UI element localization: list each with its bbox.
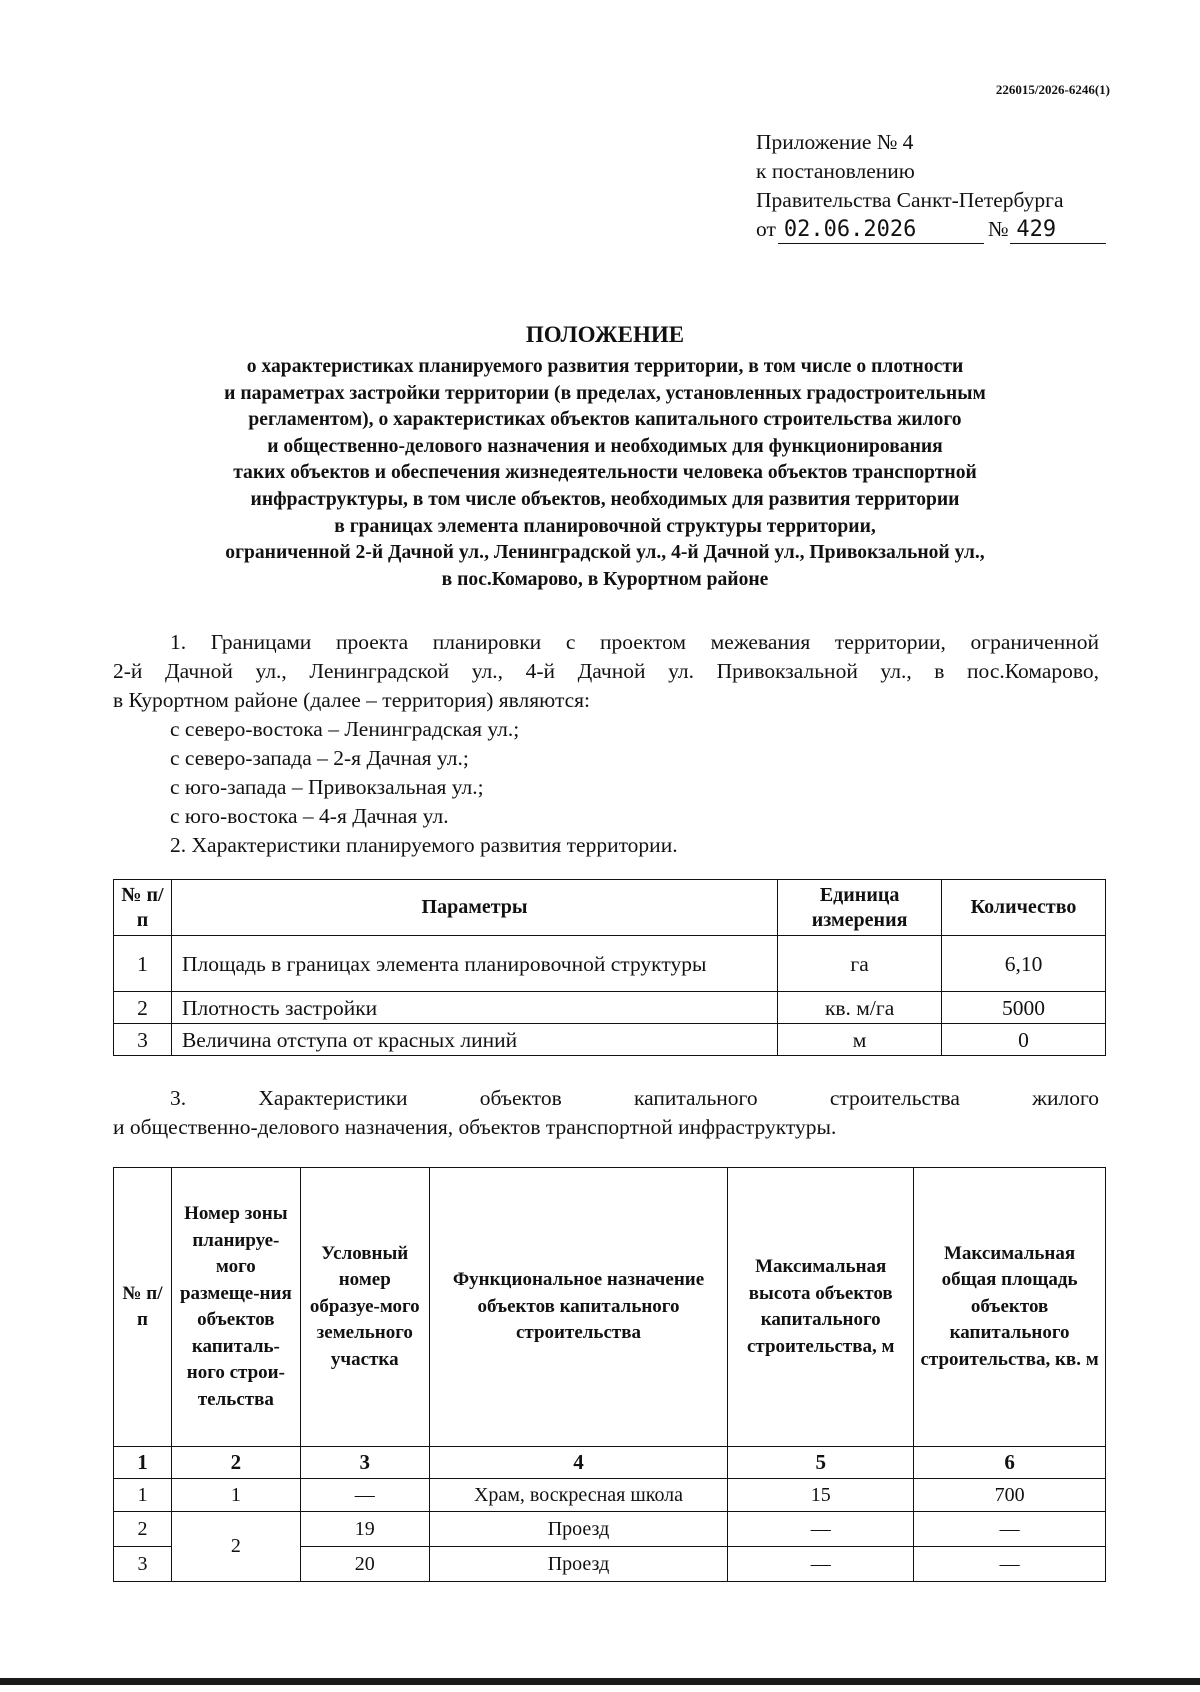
header-cell: Количество: [942, 880, 1106, 936]
table-cell: —: [728, 1547, 914, 1582]
table-cell: 1: [114, 1479, 172, 1512]
table-row: [114, 936, 1106, 992]
table-cell: —: [300, 1479, 429, 1512]
header-cell: Условный номер образуе-мого земельного участка: [300, 1168, 429, 1447]
table-row: [114, 1479, 1106, 1512]
document-id: 226015/2026-6246(1): [995, 82, 1110, 97]
table-cell: 1: [171, 1479, 300, 1512]
column-number: 4: [429, 1447, 728, 1479]
table-cell: 6,10: [942, 936, 1106, 992]
appendix-line-1: Приложение № 4: [756, 130, 914, 154]
table-cell: —: [728, 1512, 914, 1547]
number-label: №: [987, 217, 1009, 241]
boundary-item: с юго-запада – Привокзальная ул.;: [170, 775, 484, 799]
boundary-item: с северо-запада – 2-я Дачная ул.;: [170, 746, 469, 770]
table-cell: м: [778, 1024, 942, 1056]
appendix-block: [756, 128, 1106, 244]
table-row: [114, 992, 1106, 1024]
column-number: 5: [728, 1447, 914, 1479]
column-numbers-row: [114, 1447, 1106, 1479]
header-cell: Единица измерения: [778, 880, 942, 936]
table-cell: Величина отступа от красных линий: [171, 1024, 777, 1056]
header-cell: Параметры: [171, 880, 777, 936]
table-cell: Площадь в границах элемента планировочной структуры: [171, 936, 777, 992]
table-cell: 2: [114, 1512, 172, 1547]
subtitle-line: регламентом), о характеристиках объектов капитального строительства жилого: [248, 409, 962, 431]
table-cell: 0: [942, 1024, 1106, 1056]
paragraph-1-line-3: в Курортном районе (далее – территория) являются:: [113, 688, 591, 712]
decree-date: 02.06.2026: [778, 218, 984, 244]
column-number: 3: [300, 1447, 429, 1479]
column-number: 1: [114, 1447, 172, 1479]
subtitle-line: в пос.Комарово, в Курортном районе: [441, 568, 769, 590]
table-cell: 700: [914, 1479, 1106, 1512]
subtitle-line: и параметрах застройки территории (в пределах, установленных градостроительным: [224, 382, 986, 404]
header-cell: Максимальная высота объектов капитального строительства, м: [728, 1168, 914, 1447]
column-number: 6: [914, 1447, 1106, 1479]
subtitle-line: в границах элемента планировочной структуры территории,: [334, 515, 876, 537]
subtitle-line: инфраструктуры, в том числе объектов, необходимых для развития территории: [250, 488, 960, 510]
table-header-row: [114, 880, 1106, 936]
boundary-item: с северо-востока – Ленинградская ул.;: [170, 717, 520, 741]
ot-label: от: [756, 217, 776, 241]
scan-edge-bar: [0, 1678, 1200, 1685]
table-cell: Проезд: [429, 1512, 728, 1547]
table-cell: 19: [300, 1512, 429, 1547]
table-cell: —: [914, 1512, 1106, 1547]
table-cell: га: [778, 936, 942, 992]
header-cell: Функциональное назначение объектов капитального строительства: [429, 1168, 728, 1447]
document-subtitle: [110, 354, 1100, 593]
table-cell: 3: [114, 1547, 172, 1582]
appendix-line-2: к постановлению: [756, 159, 915, 183]
table-cell: 15: [728, 1479, 914, 1512]
table-cell: Проезд: [429, 1547, 728, 1582]
paragraph-1-line-2: 2-й Дачной ул., Ленинградской ул., 4-й Дачной ул. Привокзальной ул., в пос.Комарово,: [113, 659, 1099, 683]
table-cell: кв. м/га: [778, 992, 942, 1024]
table-cell: 2: [114, 992, 172, 1024]
header-cell: № п/п: [114, 1168, 172, 1447]
table-cell: 2: [171, 1512, 300, 1582]
table-cell: Храм, воскресная школа: [429, 1479, 728, 1512]
table-cell: 20: [300, 1547, 429, 1582]
header-cell: Номер зоны планируе-мого размеще-ния объектов капиталь-ного строи-тельства: [171, 1168, 300, 1447]
table-row: [114, 1024, 1106, 1056]
table-cell: 5000: [942, 992, 1106, 1024]
table-header-row: [114, 1168, 1106, 1447]
column-number: 2: [171, 1447, 300, 1479]
header-cell: № п/п: [114, 880, 172, 936]
document-title: ПОЛОЖЕНИЕ: [525, 322, 685, 347]
appendix-line-3: Правительства Санкт-Петербурга: [756, 188, 1064, 212]
planning-parameters-table: [113, 879, 1106, 1056]
appendix-date-line: [756, 215, 1106, 244]
paragraph-1-line-1: 1. Границами проекта планировки с проектом межевания территории, ограниченной: [170, 630, 1099, 654]
subtitle-line: ограниченной 2-й Дачной ул., Ленинградской ул., 4-й Дачной ул., Привокзальной ул.,: [225, 542, 985, 564]
paragraph-3-line-2: и общественно-делового назначения, объектов транспортной инфраструктуры.: [113, 1115, 837, 1139]
table-cell: Плотность застройки: [171, 992, 777, 1024]
subtitle-line: о характеристиках планируемого развития территории, в том числе о плотности: [246, 356, 964, 377]
subtitle-line: и общественно-делового назначения и необходимых для функционирования: [267, 435, 943, 457]
header-cell: Максимальная общая площадь объектов капитального строительства, кв. м: [914, 1168, 1106, 1447]
table-cell: —: [914, 1547, 1106, 1582]
table-cell: 3: [114, 1024, 172, 1056]
paragraph-3-line-1: 3. Характеристики объектов капитального строительства жилого: [170, 1086, 1099, 1110]
table-cell: 1: [114, 936, 172, 992]
subtitle-line: таких объектов и обеспечения жизнедеятельности человека объектов транспортной: [233, 462, 977, 484]
table-row: [114, 1512, 1106, 1547]
decree-number: 429: [1010, 218, 1106, 244]
capital-objects-table: [113, 1167, 1106, 1582]
paragraph-2: 2. Характеристики планируемого развития территории.: [170, 833, 678, 857]
boundary-item: с юго-востока – 4-я Дачная ул.: [170, 804, 449, 828]
